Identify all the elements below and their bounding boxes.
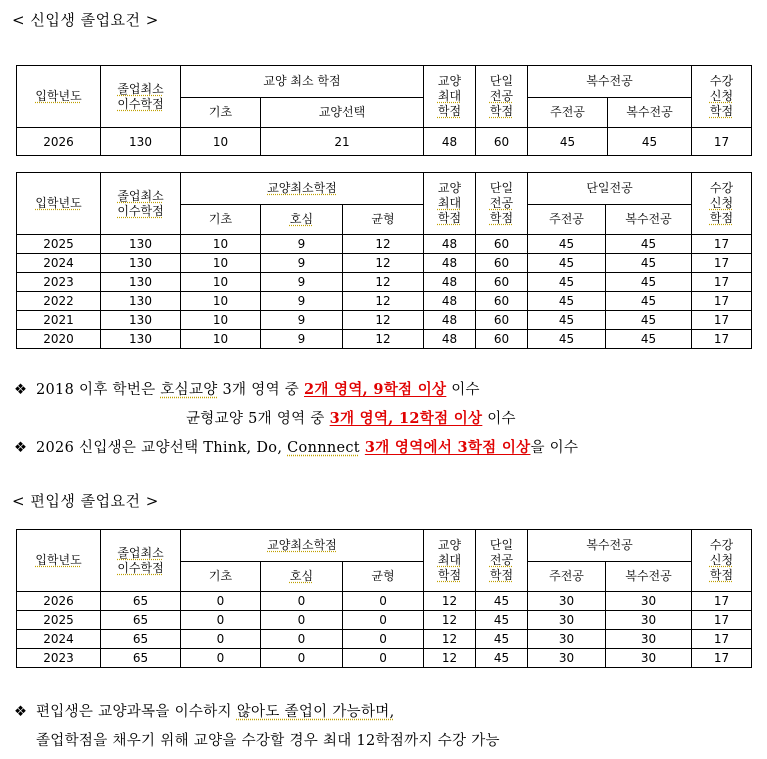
table-cell: 17 bbox=[692, 254, 752, 273]
table-cell: 45 bbox=[528, 330, 606, 349]
table-cell: 30 bbox=[528, 630, 606, 649]
table-cell: 10 bbox=[181, 235, 261, 254]
note-core-liberal: ❖ 2018 이후 학번은 호심교양 3개 영역 중 2개 영역, 9학점 이상 이수 bbox=[14, 381, 480, 398]
header-registration: 수강 신청 학점 bbox=[692, 66, 752, 128]
table-cell: 12 bbox=[343, 273, 424, 292]
table-cell: 45 bbox=[528, 292, 606, 311]
header-balance: 균형 bbox=[343, 562, 424, 592]
table-cell: 12 bbox=[343, 330, 424, 349]
table-cell: 0 bbox=[181, 630, 261, 649]
table-cell: 45 bbox=[476, 611, 528, 630]
table-cell: 12 bbox=[424, 630, 476, 649]
header-double-sub: 복수전공 bbox=[608, 98, 692, 128]
table-cell: 10 bbox=[181, 273, 261, 292]
table-cell: 12 bbox=[424, 592, 476, 611]
table-cell: 45 bbox=[606, 235, 692, 254]
table-cell: 45 bbox=[528, 254, 606, 273]
table-cell: 0 bbox=[343, 630, 424, 649]
header-balance: 균형 bbox=[343, 205, 424, 235]
table-row bbox=[17, 649, 752, 668]
table-cell: 12 bbox=[343, 235, 424, 254]
table-cell: 0 bbox=[261, 649, 343, 668]
table-cell: 60 bbox=[476, 254, 528, 273]
table-cell: 10 bbox=[181, 254, 261, 273]
table-cell: 0 bbox=[181, 649, 261, 668]
table-cell: 130 bbox=[101, 235, 181, 254]
new-student-table-history bbox=[16, 172, 752, 349]
table-cell: 17 bbox=[692, 630, 752, 649]
table-cell: 130 bbox=[101, 292, 181, 311]
table-row bbox=[17, 273, 752, 292]
table-cell: 0 bbox=[343, 649, 424, 668]
table-cell: 17 bbox=[692, 611, 752, 630]
table-cell: 30 bbox=[606, 649, 692, 668]
table-cell: 2022 bbox=[17, 292, 101, 311]
transfer-student-heading: < 편입생 졸업요건 > bbox=[12, 492, 159, 510]
table-row bbox=[17, 611, 752, 630]
table-cell: 10 bbox=[181, 292, 261, 311]
table-cell: 45 bbox=[606, 311, 692, 330]
table-cell: 17 bbox=[692, 330, 752, 349]
note-transfer-liberal: ❖ 편입생은 교양과목을 이수하지 않아도 졸업이 가능하며, bbox=[14, 704, 395, 720]
table-row bbox=[17, 330, 752, 349]
header-year: 입학년도 bbox=[17, 173, 101, 235]
table-cell: 130 bbox=[101, 330, 181, 349]
table-cell: 17 bbox=[692, 592, 752, 611]
table-row bbox=[17, 254, 752, 273]
header-basic: 기초 bbox=[181, 562, 261, 592]
header-single-group: 단일전공 bbox=[528, 173, 692, 205]
table-cell: 60 bbox=[476, 273, 528, 292]
table-cell: 45 bbox=[476, 592, 528, 611]
note-transfer-max-credits: 졸업학점을 채우기 위해 교양을 수강할 경우 최대 12학점까지 수강 가능 bbox=[36, 733, 500, 749]
header-basic: 기초 bbox=[181, 205, 261, 235]
table-cell: 2025 bbox=[17, 235, 101, 254]
new-student-heading: < 신입생 졸업요건 > bbox=[12, 11, 159, 29]
table-cell: 2026 bbox=[17, 592, 101, 611]
header-core: 호심 bbox=[261, 562, 343, 592]
table-cell: 9 bbox=[261, 311, 343, 330]
table-cell: 45 bbox=[606, 273, 692, 292]
header-main: 주전공 bbox=[528, 98, 608, 128]
table-row: 2026 130 10 21 48 60 45 45 17 bbox=[17, 128, 752, 156]
note-2026-elective: ❖ 2026 신입생은 교양선택 Think, Do, Connnect 3개 영역에서 3학점 이상을 이수 bbox=[14, 439, 579, 456]
header-registration: 수강 신청 학점 bbox=[692, 530, 752, 592]
table-cell: 30 bbox=[606, 592, 692, 611]
table-cell: 2023 bbox=[17, 273, 101, 292]
table-cell: 0 bbox=[343, 592, 424, 611]
table-cell: 45 bbox=[606, 292, 692, 311]
table-cell: 60 bbox=[476, 292, 528, 311]
table-cell: 2023 bbox=[17, 649, 101, 668]
table-cell: 65 bbox=[101, 649, 181, 668]
table-cell: 0 bbox=[261, 630, 343, 649]
header-registration: 수강 신청 학점 bbox=[692, 173, 752, 235]
header-liberal-min: 교양최소학점 bbox=[181, 530, 424, 562]
table-cell: 30 bbox=[528, 611, 606, 630]
table-row bbox=[17, 630, 752, 649]
header-liberal-max: 교양 최대 학점 bbox=[424, 530, 476, 592]
header-liberal-min: 교양 최소 학점 bbox=[181, 66, 424, 98]
table-cell: 30 bbox=[528, 592, 606, 611]
table-cell: 45 bbox=[528, 311, 606, 330]
header-main: 주전공 bbox=[528, 562, 606, 592]
table-cell: 17 bbox=[692, 292, 752, 311]
header-single-major: 단일 전공 학점 bbox=[476, 530, 528, 592]
table-row bbox=[17, 592, 752, 611]
transfer-student-table bbox=[16, 529, 752, 668]
header-liberal-max: 교양 최대 학점 bbox=[424, 173, 476, 235]
header-min-credits: 졸업최소 이수학점 bbox=[101, 173, 181, 235]
table-cell: 0 bbox=[261, 611, 343, 630]
header-min-credits: 졸업최소 이수학점 bbox=[101, 66, 181, 128]
table-cell: 10 bbox=[181, 330, 261, 349]
table-cell: 9 bbox=[261, 330, 343, 349]
table-cell: 65 bbox=[101, 611, 181, 630]
table-cell: 12 bbox=[343, 254, 424, 273]
table-cell: 45 bbox=[528, 235, 606, 254]
table-cell: 0 bbox=[343, 611, 424, 630]
table-cell: 130 bbox=[101, 254, 181, 273]
header-year: 입학년도 bbox=[17, 66, 101, 128]
table-cell: 17 bbox=[692, 649, 752, 668]
table-cell: 45 bbox=[528, 273, 606, 292]
table-cell: 45 bbox=[476, 649, 528, 668]
header-double-major: 복수전공 bbox=[528, 530, 692, 562]
table-row bbox=[17, 292, 752, 311]
header-main: 주전공 bbox=[528, 205, 606, 235]
table-row bbox=[17, 235, 752, 254]
table-cell: 2025 bbox=[17, 611, 101, 630]
table-cell: 60 bbox=[476, 330, 528, 349]
header-liberal-min: 교양최소학점 bbox=[181, 173, 424, 205]
table-cell: 17 bbox=[692, 273, 752, 292]
header-min-credits: 졸업최소 이수학점 bbox=[101, 530, 181, 592]
table-cell: 9 bbox=[261, 235, 343, 254]
table-cell: 12 bbox=[424, 649, 476, 668]
table-cell: 2020 bbox=[17, 330, 101, 349]
table-cell: 10 bbox=[181, 311, 261, 330]
header-elective: 교양선택 bbox=[261, 98, 424, 128]
header-double-major: 복수전공 bbox=[528, 66, 692, 98]
table-cell: 17 bbox=[692, 235, 752, 254]
table-cell: 60 bbox=[476, 311, 528, 330]
table-cell: 2024 bbox=[17, 254, 101, 273]
table-cell: 30 bbox=[606, 611, 692, 630]
header-liberal-max: 교양 최대 학점 bbox=[424, 66, 476, 128]
header-double-sub: 복수전공 bbox=[606, 205, 692, 235]
header-double-sub: 복수전공 bbox=[606, 562, 692, 592]
table-cell: 12 bbox=[424, 611, 476, 630]
table-cell: 48 bbox=[424, 254, 476, 273]
table-cell: 30 bbox=[528, 649, 606, 668]
table-cell: 12 bbox=[343, 311, 424, 330]
table-cell: 0 bbox=[181, 611, 261, 630]
table-cell: 60 bbox=[476, 235, 528, 254]
table-cell: 17 bbox=[692, 311, 752, 330]
header-year: 입학년도 bbox=[17, 530, 101, 592]
note-balance-liberal: 균형교양 5개 영역 중 3개 영역, 12학점 이상 이수 bbox=[186, 410, 516, 427]
table-cell: 130 bbox=[101, 273, 181, 292]
table-cell: 48 bbox=[424, 330, 476, 349]
table-cell: 0 bbox=[181, 592, 261, 611]
table-cell: 45 bbox=[606, 330, 692, 349]
header-single-major: 단일 전공 학점 bbox=[476, 66, 528, 128]
header-core: 호심 bbox=[261, 205, 343, 235]
table-cell: 9 bbox=[261, 273, 343, 292]
table-cell: 2024 bbox=[17, 630, 101, 649]
table-cell: 65 bbox=[101, 592, 181, 611]
table-cell: 130 bbox=[101, 311, 181, 330]
table-cell: 12 bbox=[343, 292, 424, 311]
table-cell: 45 bbox=[606, 254, 692, 273]
table-cell: 48 bbox=[424, 273, 476, 292]
table-cell: 48 bbox=[424, 292, 476, 311]
table-cell: 48 bbox=[424, 311, 476, 330]
table-cell: 65 bbox=[101, 630, 181, 649]
table-cell: 9 bbox=[261, 254, 343, 273]
table-cell: 0 bbox=[261, 592, 343, 611]
header-basic: 기초 bbox=[181, 98, 261, 128]
header-single-major: 단일 전공 학점 bbox=[476, 173, 528, 235]
table-cell: 48 bbox=[424, 235, 476, 254]
table-cell: 2021 bbox=[17, 311, 101, 330]
new-student-table-2026 bbox=[16, 65, 752, 156]
table-cell: 30 bbox=[606, 630, 692, 649]
table-row bbox=[17, 311, 752, 330]
table-cell: 45 bbox=[476, 630, 528, 649]
table-cell: 9 bbox=[261, 292, 343, 311]
